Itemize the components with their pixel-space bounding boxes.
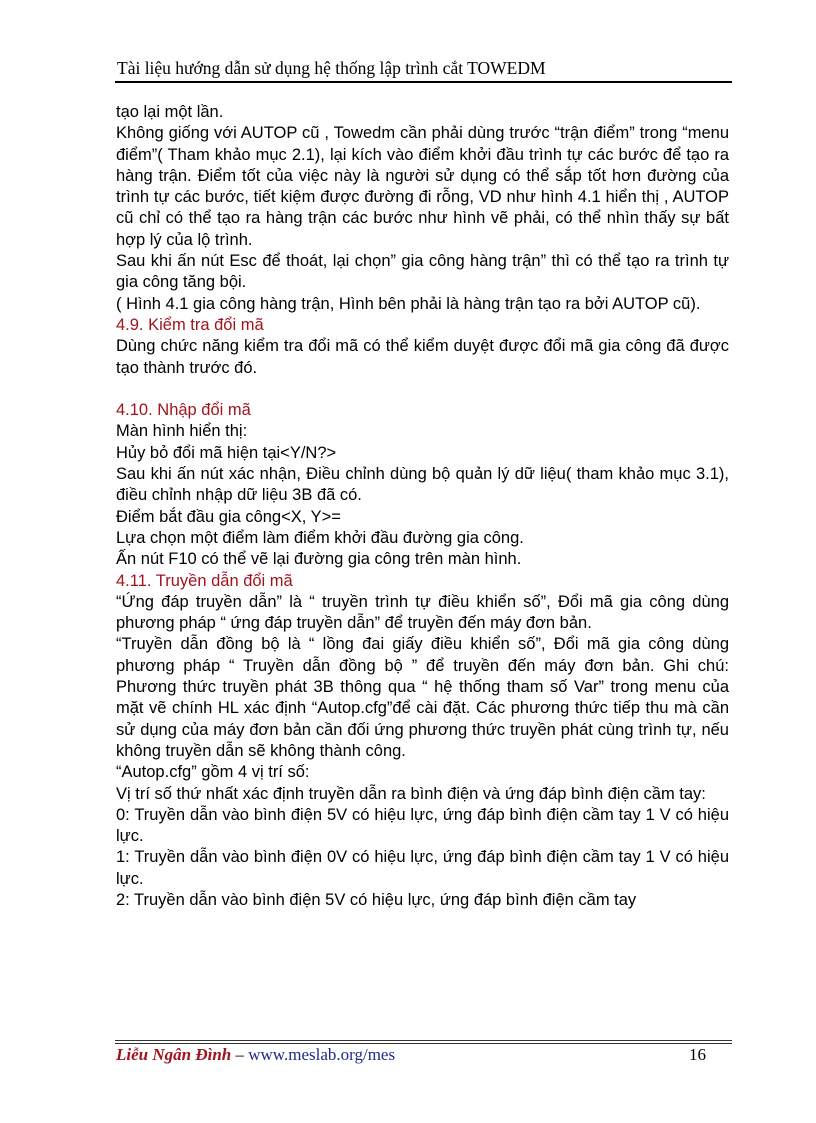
paragraph: Lựa chọn một điểm làm điểm khởi đầu đường gia công. <box>116 528 524 547</box>
paragraph: 1: Truyền dẫn vào bình điện 0V có hiệu lực, ứng đáp bình điện cầm tay 1 V có hiệu lực. <box>116 848 729 888</box>
paragraph: Màn hình hiển thị: <box>116 422 248 441</box>
paragraph: “Autop.cfg” gồm 4 vị trí số: <box>116 763 310 782</box>
section-heading: 4.10. Nhập đổi mã <box>116 401 251 420</box>
footer-credit <box>116 1045 395 1065</box>
section-heading: 4.11. Truyền dẫn đổi mã <box>116 571 293 590</box>
footer-author: Liễu Ngân Đình <box>116 1045 232 1064</box>
paragraph: Không giống với AUTOP cũ , Towedm cần phải dùng trước “trận điểm” trong “menu điểm”( Tham khảo mục 2.1), lại kích vào điểm khởi đầu trình tự các bước để tạo ra hàng trận. Điểm tốt của việc này là người sử dụng có thể sắp tốt hơn đường của trình tự các bước, tiết kiệm được đường đi rỗng, VD như hình 4.1 hiển thị , AUTOP cũ chỉ có thể tạo ra hàng trận các bước như hình vẽ phải, có thể nhìn thấy sự bất hợp lý của lộ trình. <box>116 124 729 249</box>
footer-rule <box>115 1040 732 1041</box>
paragraph: 2: Truyền dẫn vào bình điện 5V có hiệu lực, ứng đáp bình điện cầm tay <box>116 890 637 909</box>
paragraph: “Truyền dẫn đồng bộ là “ lồng đai giấy điều khiển số”, Đổi mã gia công dùng phương pháp “ Truyền dẫn đồng bộ ” để truyền đến máy đơn bản. Ghi chú: Phương thức truyền phát 3B thông qua “ hệ thống tham số Var” trong menu của mặt vẽ chính HL xác định “Autop.cfg”để cài đặt. Các phương thức tiếp thu mà cần sử dụng của máy đơn bản cần đối ứng phương thức truyền phát cùng trình tự, nếu không truyền dẫn sẽ không thành công. <box>116 635 729 760</box>
page-number: 16 <box>689 1045 706 1064</box>
paragraph: tạo lại một lần. <box>116 103 224 121</box>
paragraph: Vị trí số thứ nhất xác định truyền dẫn ra bình điện và ứng đáp bình điện cầm tay: <box>116 784 706 803</box>
paragraph: Ấn nút F10 có thể vẽ lại đường gia công trên màn hình. <box>116 550 522 569</box>
section-heading: 4.9. Kiểm tra đổi mã <box>116 315 264 334</box>
paragraph: ( Hình 4.1 gia công hàng trận, Hình bên phải là hàng trận tạo ra bởi AUTOP cũ). <box>116 294 701 313</box>
paragraph: Hủy bỏ đổi mã hiện tại<Y/N?> <box>116 443 337 462</box>
footer-rule-double <box>115 1043 732 1044</box>
paragraph: Dùng chức năng kiểm tra đổi mã có thể kiểm duyệt được đổi mã gia công đã được tạo thành trước đó. <box>116 337 729 377</box>
paragraph: Sau khi ấn nút xác nhận, Điều chỉnh dùng bộ quản lý dữ liệu( tham khảo mục 3.1), điều chỉnh nhập dữ liệu 3B đã có. <box>116 465 729 505</box>
paragraph: Sau khi ấn nút Esc để thoát, lại chọn” gia công hàng trận” thì có thể tạo ra trình tự gia công tăng bội. <box>116 252 729 292</box>
paragraph: 0: Truyền dẫn vào bình điện 5V có hiệu lực, ứng đáp bình điện cầm tay 1 V có hiệu lực. <box>116 805 729 846</box>
header-title: Tài liệu hướng dẫn sử dụng hệ thống lập trình cắt TOWEDM <box>117 58 546 78</box>
footer-url-link[interactable]: www.meslab.org/mes <box>248 1045 396 1064</box>
paragraph-spacer <box>116 379 729 400</box>
paragraph: Điểm bắt đầu gia công<X, Y>= <box>116 507 341 526</box>
document-body <box>116 102 729 911</box>
paragraph: “Ứng đáp truyền dẫn” là “ truyền trình tự điều khiển số”, Đổi mã gia công dùng phương pháp “ ứng đáp truyền dẫn” để truyền đến máy đơn bản. <box>116 592 729 633</box>
footer-separator: – <box>231 1045 249 1064</box>
header-rule <box>115 81 732 83</box>
